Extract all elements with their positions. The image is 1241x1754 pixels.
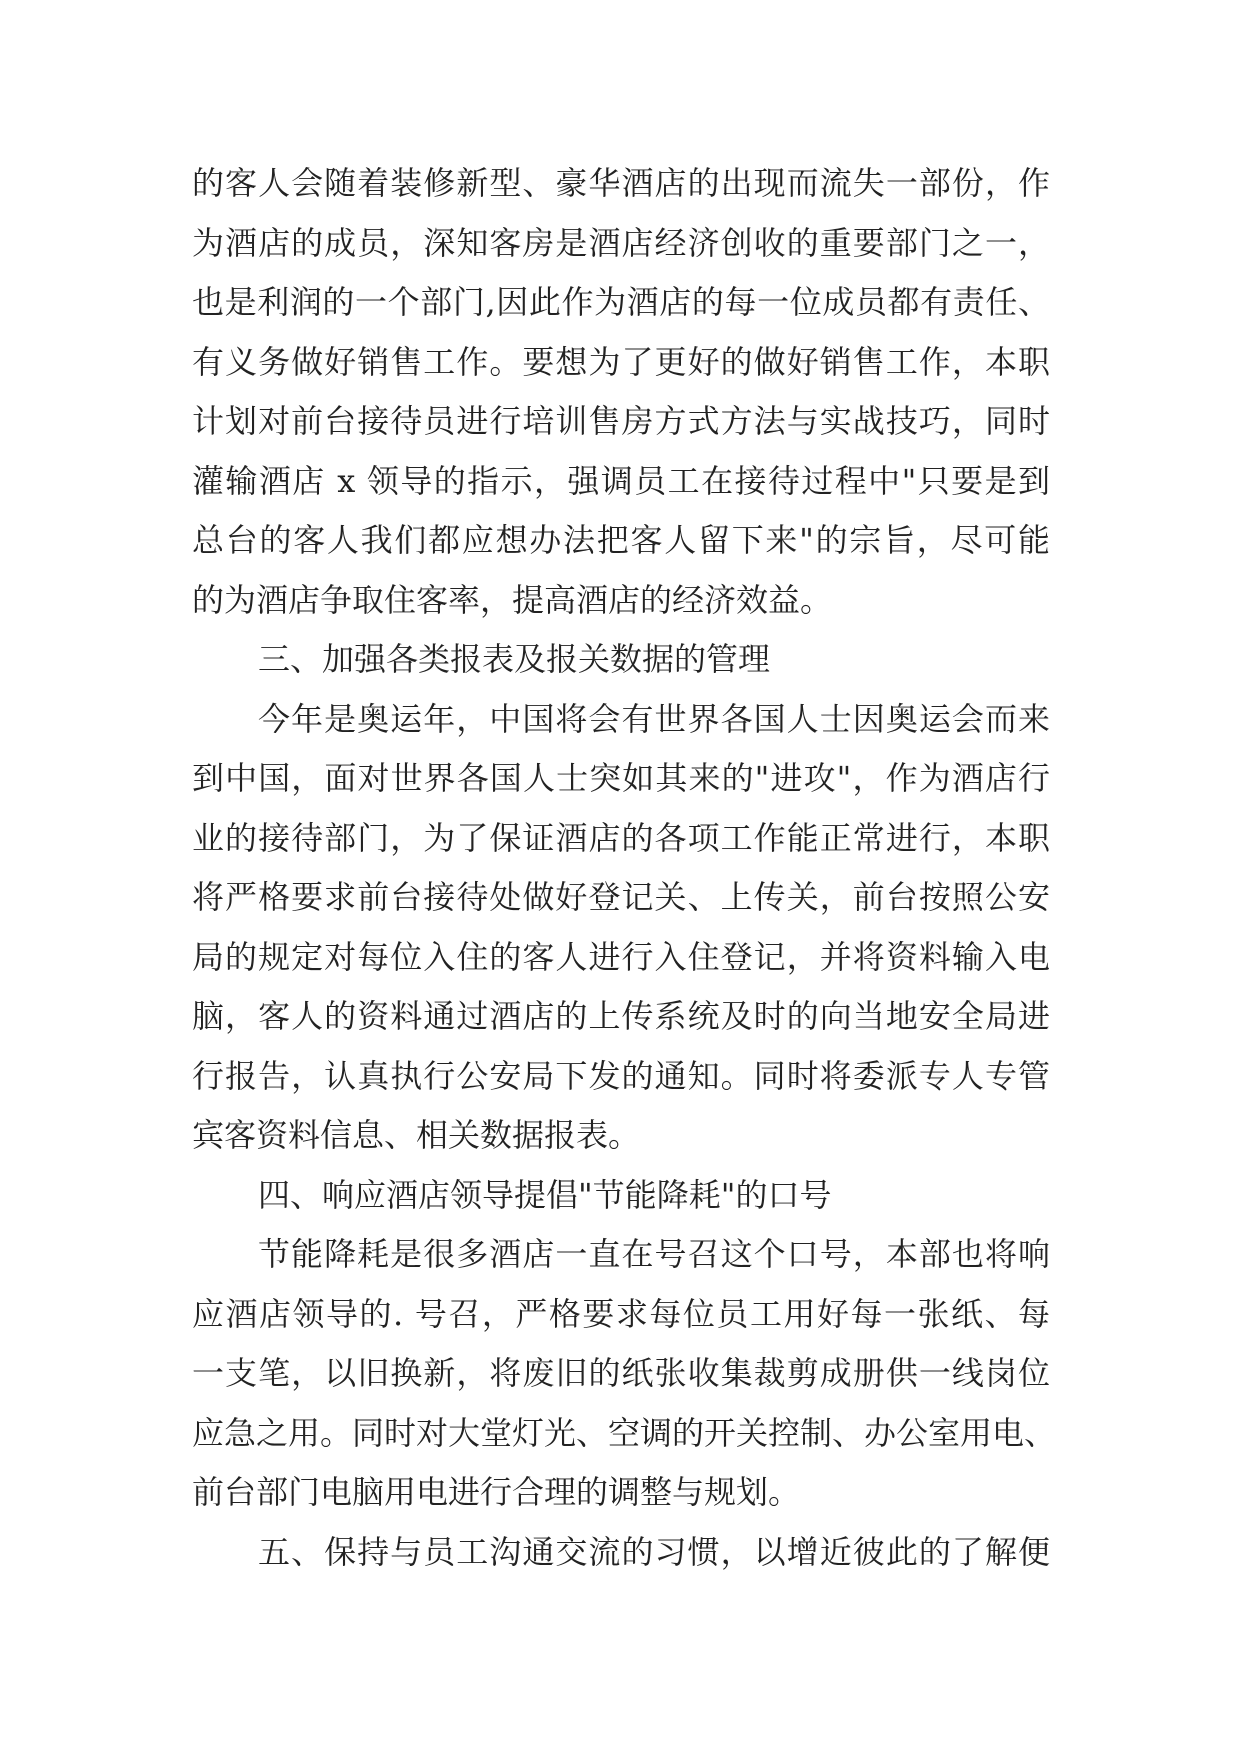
section-heading-4 bbox=[192, 1166, 1050, 1226]
text-line: 宾客资料信息、相关数据报表。 bbox=[192, 1116, 641, 1154]
text-line: 脑，客人的资料通过酒店的上传系统及时的向当地安全局进 bbox=[192, 997, 1050, 1035]
text-line: 的为酒店争取住客率，提高酒店的经济效益。 bbox=[192, 580, 833, 619]
text-line: 局的规定对每位入住的客人进行入住登记，并将资料输入电 bbox=[192, 937, 1050, 976]
text-line: 有义务做好销售工作。要想为了更好的做好销售工作，本职 bbox=[192, 342, 1050, 381]
document-body bbox=[192, 154, 1057, 1582]
text-line: 到中国，面对世界各国人士突如其来的"进攻"，作为酒店行 bbox=[192, 759, 1050, 797]
text-line: 应酒店领导的. 号召，严格要求每位员工用好每一张纸、每 bbox=[192, 1294, 1050, 1333]
text-line: 行报告，认真执行公安局下发的通知。同时将委派专人专管 bbox=[192, 1056, 1050, 1095]
text-line: 也是利润的一个部门,因此作为酒店的每一位成员都有责任、 bbox=[192, 283, 1050, 321]
text-line: 总台的客人我们都应想办法把客人留下来"的宗旨，尽可能 bbox=[192, 521, 1050, 559]
text-line: 前台部门电脑用电进行合理的调整与规划。 bbox=[192, 1473, 801, 1511]
text-line: 计划对前台接待员进行培训售房方式方法与实战技巧，同时 bbox=[192, 402, 1050, 440]
text-line: 的客人会随着装修新型、豪华酒店的出现而流失一部份，作 bbox=[192, 164, 1050, 202]
text-line: 今年是奥运年，中国将会有世界各国人士因奥运会而来 bbox=[258, 699, 1050, 738]
section-heading-5 bbox=[192, 1523, 1050, 1583]
section-heading-text: 四、响应酒店领导提倡"节能降耗"的口号 bbox=[258, 1175, 832, 1214]
section-heading-text: 三、加强各类报表及报关数据的管理 bbox=[258, 640, 771, 678]
paragraph-section-3 bbox=[192, 690, 1050, 1166]
text-line: 一支笔，以旧换新，将废旧的纸张收集裁剪成册供一线岗位 bbox=[192, 1354, 1050, 1392]
text-line: 为酒店的成员，深知客房是酒店经济创收的重要部门之一， bbox=[192, 223, 1050, 262]
section-heading-3 bbox=[192, 630, 1050, 690]
text-line: 业的接待部门，为了保证酒店的各项工作能正常进行，本职 bbox=[192, 818, 1050, 857]
paragraph-section-4 bbox=[192, 1225, 1057, 1523]
section-heading-text: 五、保持与员工沟通交流的习惯，以增近彼此的了解便 bbox=[258, 1532, 1050, 1571]
text-line: 将严格要求前台接待处做好登记关、上传关，前台按照公安 bbox=[192, 878, 1050, 916]
text-line: 应急之用。同时对大堂灯光、空调的开关控制、办公室用电、 bbox=[192, 1413, 1057, 1452]
text-line: 节能降耗是很多酒店一直在号召这个口号，本部也将响 bbox=[258, 1235, 1050, 1273]
paragraph-continued bbox=[192, 154, 1050, 630]
text-line: 灌输酒店 x 领导的指示，强调员工在接待过程中"只要是到 bbox=[192, 461, 1050, 500]
